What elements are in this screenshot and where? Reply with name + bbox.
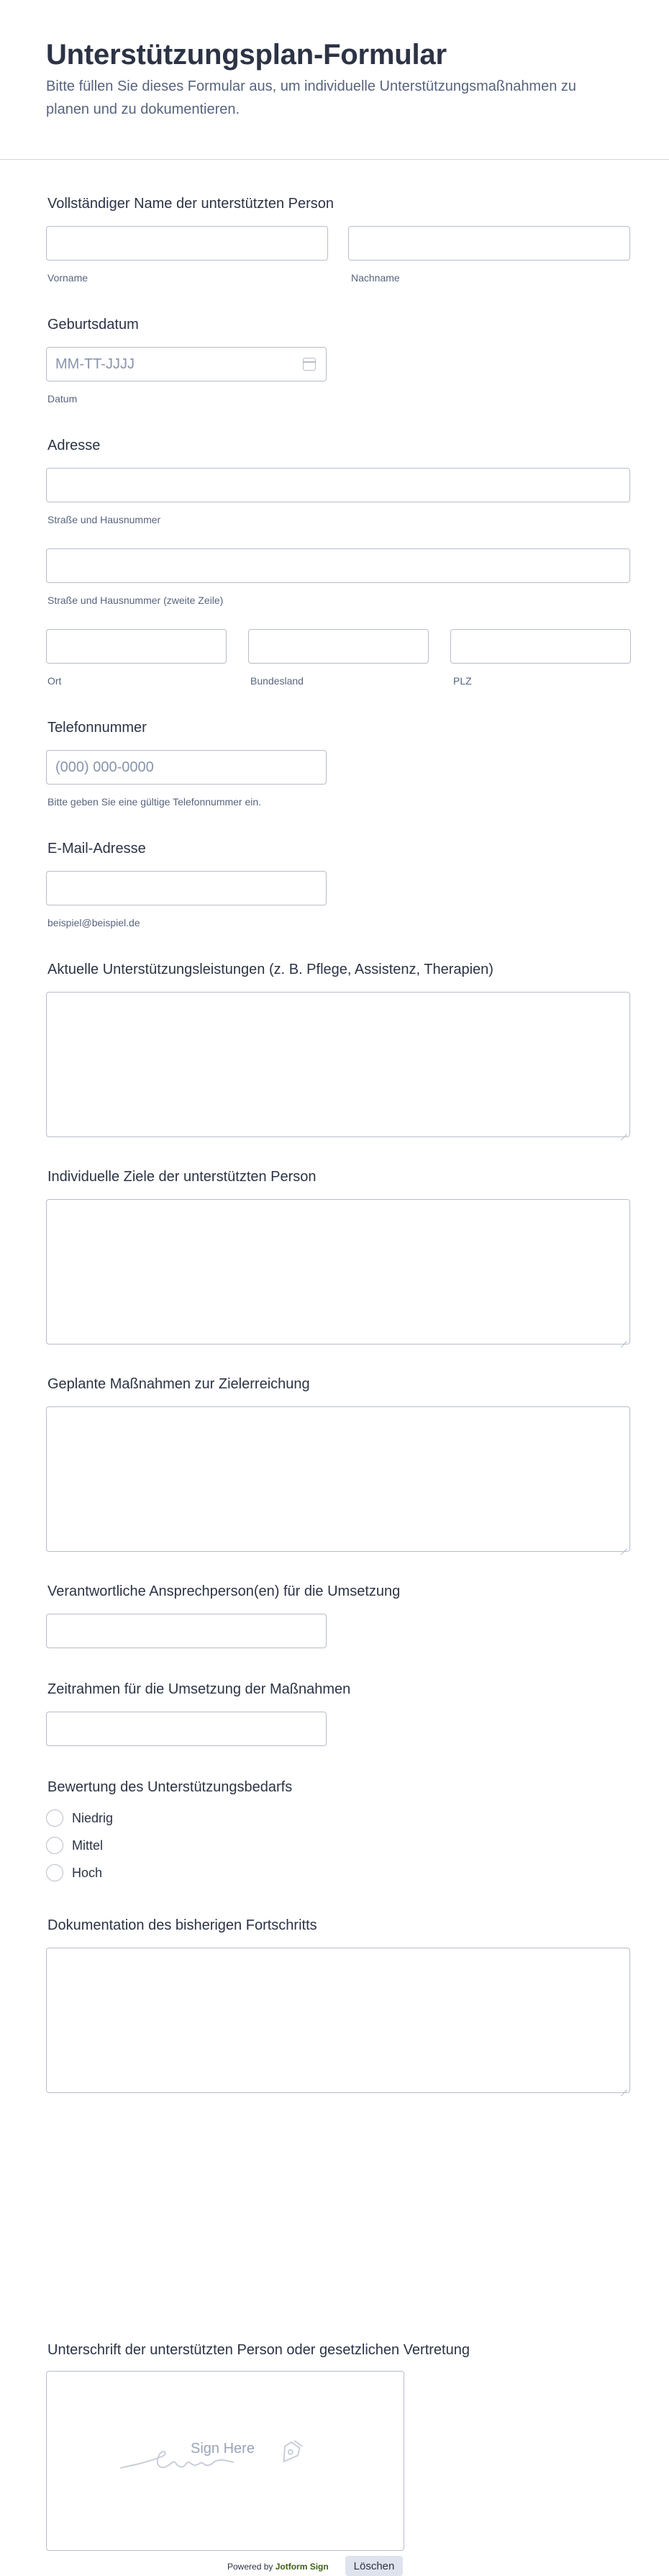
first-name-input[interactable] — [46, 226, 328, 261]
last-name-sublabel: Nachname — [351, 272, 400, 284]
radio-button[interactable] — [46, 1864, 63, 1881]
rating-label: Bewertung des Unterstützungsbedarfs — [47, 1779, 293, 1795]
street2-input[interactable] — [46, 548, 630, 583]
phone-placeholder: (000) 000-0000 — [55, 759, 154, 775]
timeframe-label: Zeitrahmen für die Umsetzung der Maßnahmen — [47, 1681, 351, 1697]
resize-handle-icon[interactable] — [620, 2083, 627, 2090]
powered-prefix: Powered by — [227, 2562, 273, 2572]
radio-label: Mittel — [72, 1838, 104, 1853]
resize-handle-icon[interactable] — [620, 1334, 627, 1342]
first-name-sublabel: Vorname — [47, 272, 88, 284]
form-header — [0, 0, 669, 160]
form-subtitle: Bitte füllen Sie dieses Formular aus, um individuelle Unterstützungsmaßnahmen zu planen und zu dokumentieren. — [46, 78, 577, 117]
email-input[interactable] — [46, 871, 327, 905]
goals-textarea[interactable] — [46, 1199, 630, 1345]
resize-handle-icon[interactable] — [620, 1542, 627, 1549]
measures-label: Geplante Maßnahmen zur Zielerreichung — [47, 1376, 310, 1392]
birthdate-label: Geburtsdatum — [47, 317, 139, 333]
signature-label: Unterschrift der unterstützten Person oder gesetzlichen Vertretung — [47, 2342, 470, 2358]
street-sublabel: Straße und Hausnummer — [47, 514, 161, 525]
city-input[interactable] — [46, 629, 227, 664]
measures-textarea[interactable] — [46, 1406, 630, 1552]
radio-option-mittel[interactable] — [46, 1835, 103, 1856]
radio-option-hoch[interactable] — [46, 1863, 102, 1883]
birthdate-input[interactable] — [46, 347, 327, 381]
radio-button[interactable] — [46, 1837, 63, 1854]
zip-sublabel: PLZ — [453, 675, 472, 687]
street2-sublabel: Straße und Hausnummer (zweite Zeile) — [47, 595, 224, 606]
responsible-label: Verantwortliche Ansprechperson(en) für die Umsetzung — [47, 1583, 401, 1599]
state-sublabel: Bundesland — [250, 675, 304, 687]
responsible-input[interactable] — [46, 1614, 327, 1648]
birthdate-placeholder: MM-TT-JJJJ — [55, 356, 135, 372]
radio-option-niedrig[interactable] — [46, 1808, 113, 1828]
phone-label: Telefonnummer — [47, 720, 147, 736]
radio-label: Hoch — [72, 1865, 103, 1880]
zip-input[interactable] — [450, 629, 631, 664]
email-label: E-Mail-Adresse — [47, 841, 146, 857]
birthdate-sublabel: Datum — [47, 393, 78, 405]
phone-input[interactable] — [46, 750, 327, 785]
goals-label: Individuelle Ziele der unterstützten Person — [47, 1169, 317, 1185]
name-label: Vollständiger Name der unterstützten Person — [47, 196, 334, 212]
progress-label: Dokumentation des bisherigen Fortschritts — [47, 1917, 317, 1933]
current-services-label: Aktuelle Unterstützungsleistungen (z. B. Pflege, Assistenz, Therapien) — [47, 962, 493, 977]
sign-here-hint: Sign Here — [191, 2441, 255, 2457]
last-name-input[interactable] — [348, 226, 630, 261]
powered-brand: Jotform Sign — [275, 2562, 329, 2572]
current-services-textarea[interactable] — [46, 992, 630, 1137]
state-input[interactable] — [248, 629, 429, 664]
resize-handle-icon[interactable] — [620, 1127, 627, 1134]
phone-sublabel: Bitte geben Sie eine gültige Telefonnummer ein. — [47, 796, 262, 808]
radio-label: Niedrig — [72, 1810, 114, 1825]
clear-signature-button[interactable]: Löschen — [345, 2556, 403, 2576]
timeframe-input[interactable] — [46, 1712, 327, 1746]
signature-pad[interactable] — [46, 2371, 404, 2551]
form-title: Unterstützungsplan-Formular — [46, 39, 447, 71]
email-sublabel: beispiel@beispiel.de — [47, 917, 140, 928]
radio-button[interactable] — [46, 1809, 63, 1827]
address-label: Adresse — [47, 438, 101, 453]
street-input[interactable] — [46, 468, 630, 502]
city-sublabel: Ort — [47, 675, 62, 687]
progress-textarea[interactable] — [46, 1948, 630, 2093]
powered-by — [227, 2562, 329, 2572]
calendar-icon[interactable] — [303, 358, 316, 371]
